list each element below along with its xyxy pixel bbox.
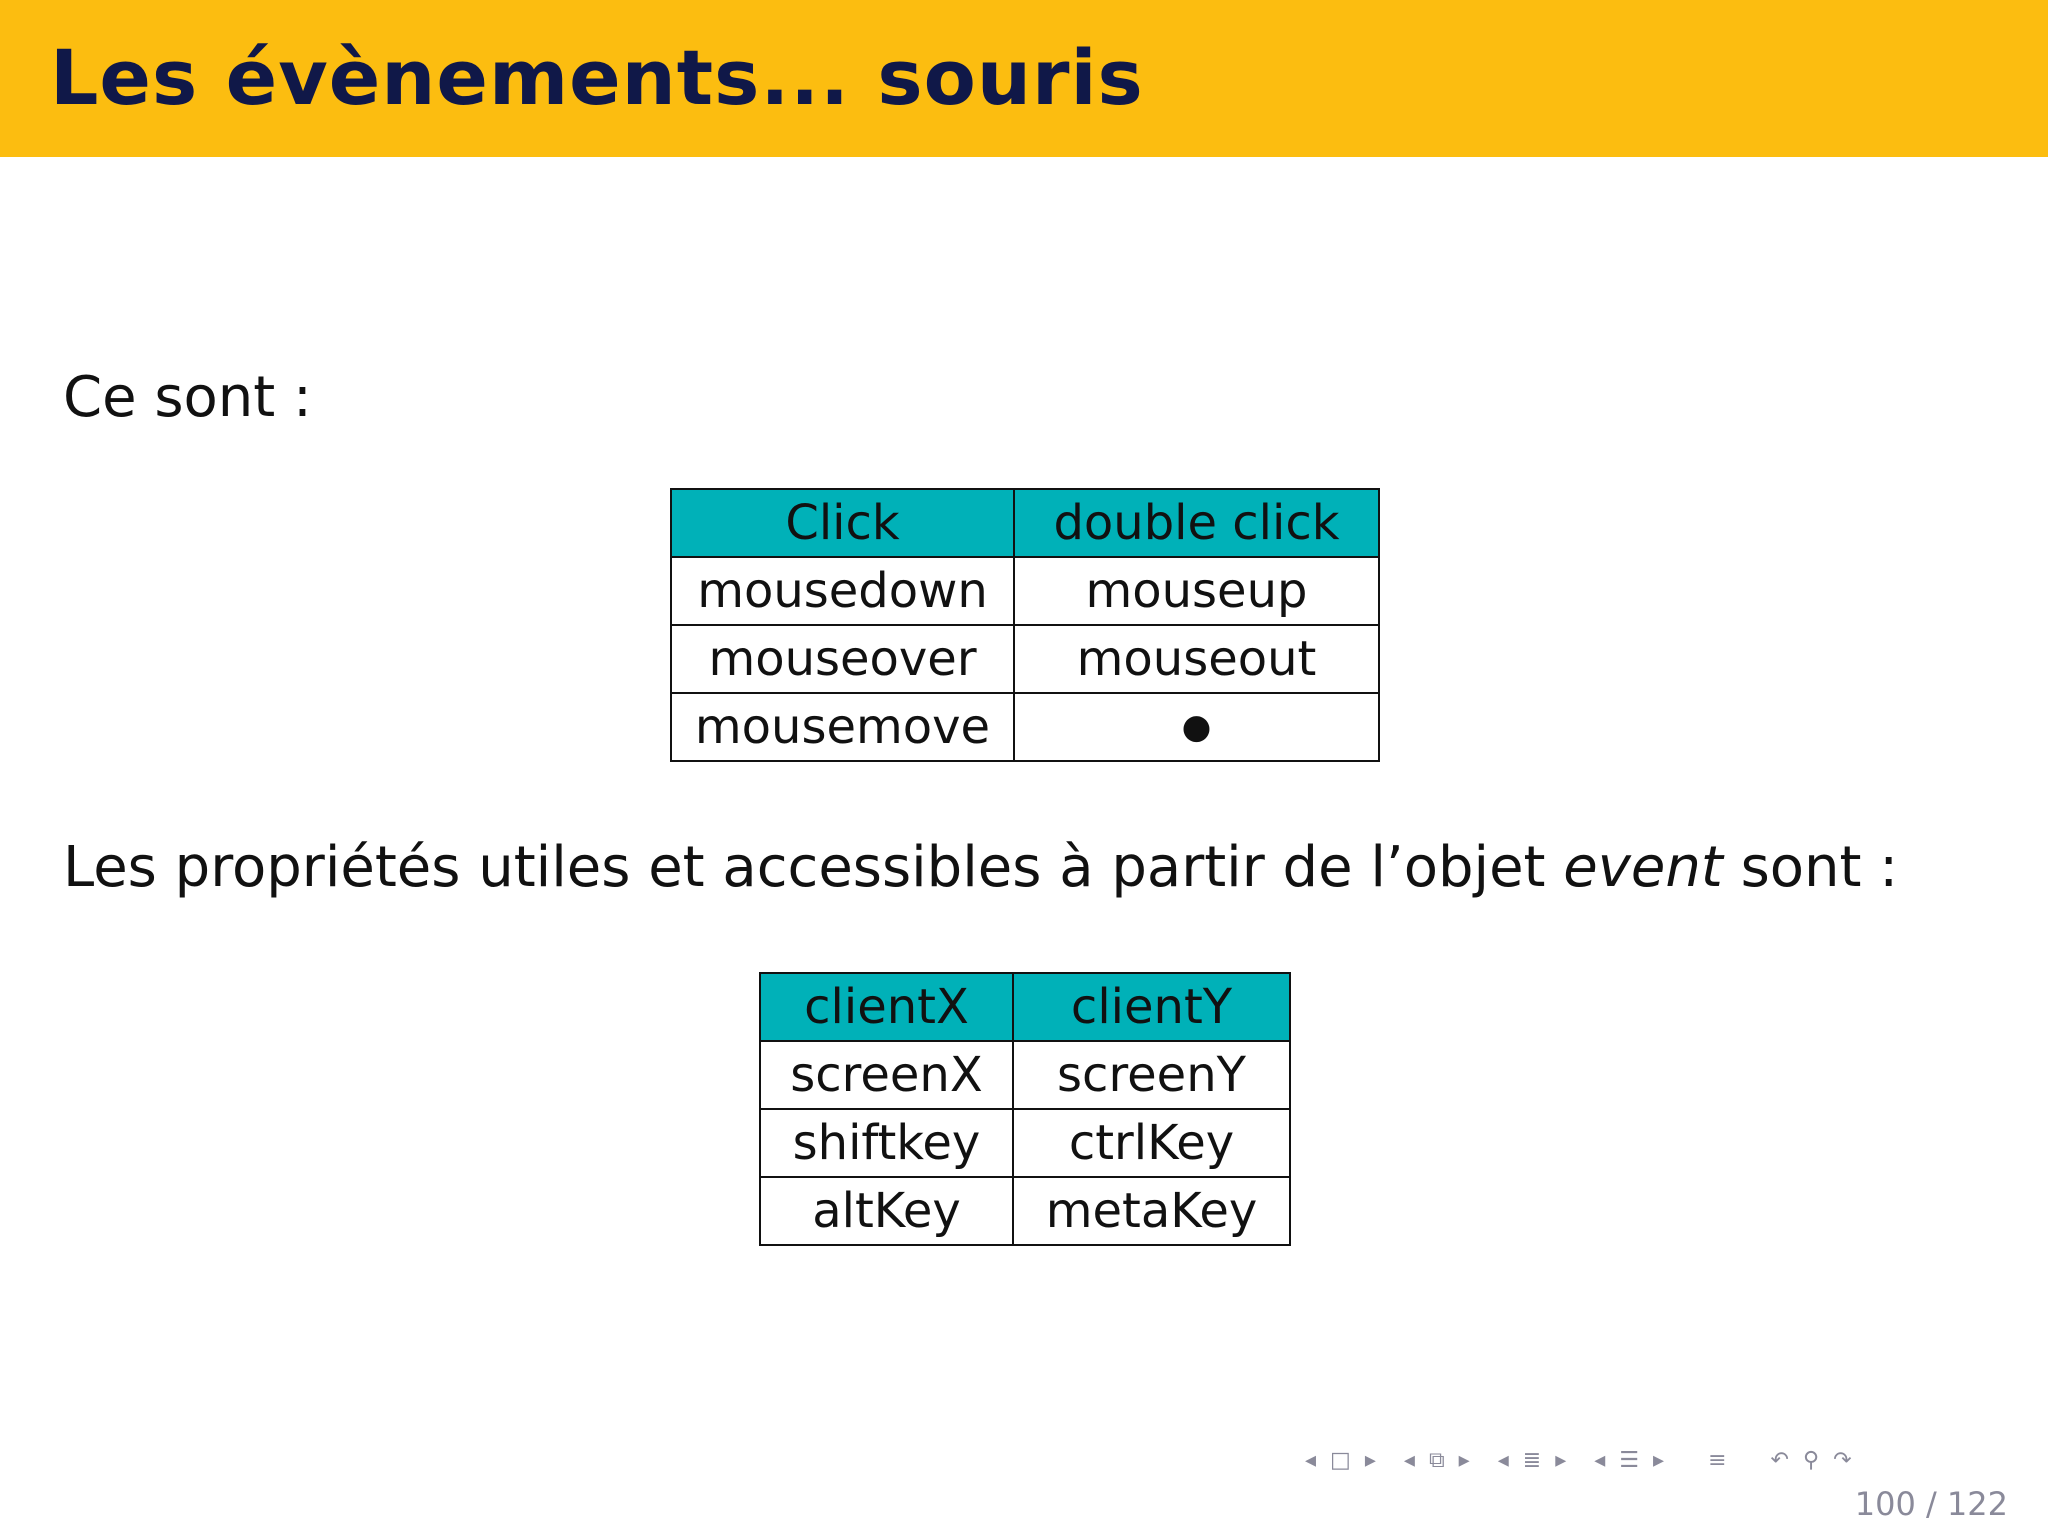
table-cell: metaKey [1013, 1177, 1290, 1245]
nav-right-arrow-icon[interactable]: ▸ [1653, 1447, 1665, 1473]
table-header-row [760, 973, 1290, 1041]
nav-left-arrow-icon[interactable]: ◂ [1497, 1447, 1509, 1473]
table-cell: shiftkey [760, 1109, 1013, 1177]
nav-right-arrow-icon[interactable]: ▸ [1555, 1447, 1567, 1473]
table-cell: screenX [760, 1041, 1013, 1109]
bullet-cell: ● [1014, 693, 1379, 761]
table-row [671, 693, 1379, 761]
subsection-frames-icon[interactable]: ⧉ [1428, 1447, 1445, 1473]
title-bar [0, 0, 2048, 157]
properties-text-suffix: sont : [1722, 835, 1899, 900]
table-row [671, 557, 1379, 625]
intro-text: Ce sont : [63, 365, 312, 430]
nav-right-arrow-icon[interactable]: ▸ [1458, 1447, 1470, 1473]
properties-text-event: event [1563, 835, 1723, 900]
table-cell: screenY [1013, 1041, 1290, 1109]
mouse-events-table [670, 488, 1380, 762]
nav-left-arrow-icon[interactable]: ◂ [1305, 1447, 1317, 1473]
frame-icon[interactable]: □ [1330, 1447, 1351, 1473]
table-cell: mouseover [671, 625, 1014, 693]
table-cell: altKey [760, 1177, 1013, 1245]
table-row [760, 1041, 1290, 1109]
search-icon[interactable]: ⚲ [1802, 1447, 1820, 1473]
properties-text [63, 835, 1899, 900]
redo-icon[interactable]: ↷ [1833, 1447, 1852, 1473]
nav-left-arrow-icon[interactable]: ◂ [1403, 1447, 1415, 1473]
beamer-navigation [1305, 1445, 2035, 1475]
event-properties-table [759, 972, 1291, 1246]
table-header-row [671, 489, 1379, 557]
table-cell: mousedown [671, 557, 1014, 625]
properties-text-prefix: Les propriétés utiles et accessibles à partir de l’objet [63, 835, 1564, 900]
nav-right-arrow-icon[interactable]: ▸ [1364, 1447, 1376, 1473]
table-row [671, 625, 1379, 693]
table-cell: clientX [760, 973, 1013, 1041]
subsection-icon[interactable]: ≣ [1522, 1447, 1542, 1473]
nav-left-arrow-icon[interactable]: ◂ [1594, 1447, 1606, 1473]
table-cell: ctrlKey [1013, 1109, 1290, 1177]
table-cell: mouseup [1014, 557, 1379, 625]
slide-title: Les évènements... souris [50, 33, 1144, 122]
table-row [760, 1109, 1290, 1177]
table-cell: mousemove [671, 693, 1014, 761]
table-cell: clientY [1013, 973, 1290, 1041]
table-cell: Click [671, 489, 1014, 557]
table-row [760, 1177, 1290, 1245]
section-icon[interactable]: ☰ [1619, 1447, 1640, 1473]
document-icon[interactable]: ≡ [1708, 1447, 1727, 1473]
table-cell: double click [1014, 489, 1379, 557]
page-number: 100 / 122 [1854, 1485, 2008, 1523]
table-cell: mouseout [1014, 625, 1379, 693]
undo-icon[interactable]: ↶ [1770, 1447, 1789, 1473]
